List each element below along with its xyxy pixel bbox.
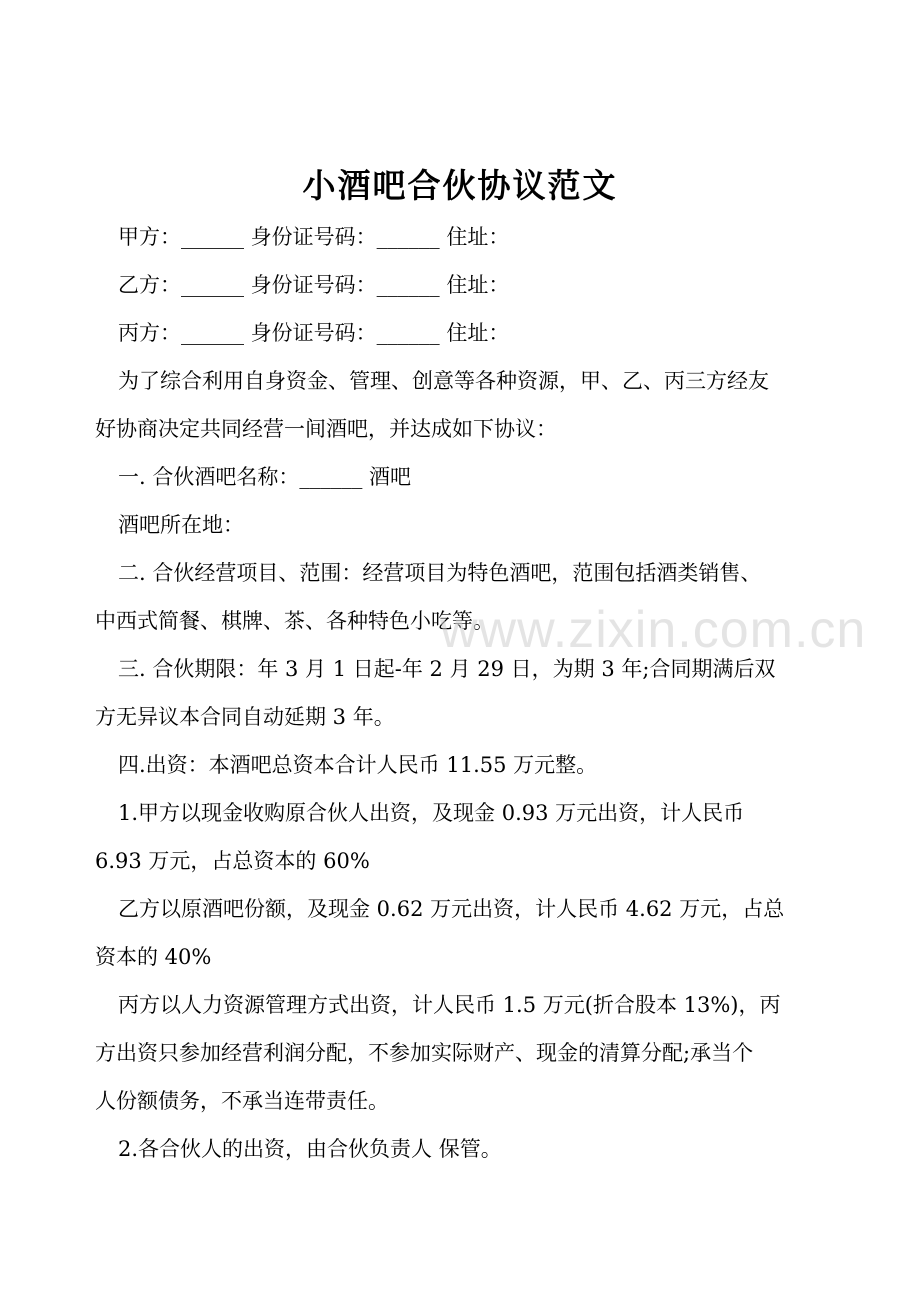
clause-3-line-1: 三. 合伙期限：年 3 月 1 日起-年 2 月 29 日，为期 3 年;合同期满后双 (118, 657, 776, 681)
party-b-contribution-line-2: 资本的 40% (95, 945, 212, 969)
document-title: 小酒吧合伙协议范文 (302, 166, 618, 205)
party-a-line: 甲方：______ 身份证号码：______ 住址： (118, 225, 510, 249)
party-c-contribution-line-3: 人份额债务，不承当连带责任。 (95, 1089, 389, 1113)
intro-paragraph-line-2: 好协商决定共同经营一间酒吧，并达成如下协议： (95, 417, 557, 441)
watermark: www.zixin.com.cn (440, 601, 867, 659)
clause-2-line-1: 二. 合伙经营项目、范围：经营项目为特色酒吧，范围包括酒类销售、 (118, 561, 762, 585)
clause-1-name: 一. 合伙酒吧名称：______ 酒吧 (118, 465, 412, 489)
clause-1-location: 酒吧所在地： (118, 513, 244, 537)
party-b-line: 乙方：______ 身份证号码：______ 住址： (118, 273, 510, 297)
party-c-contribution-line-2: 方出资只参加经营利润分配，不参加实际财产、现金的清算分配;承当个 (95, 1041, 754, 1065)
clause-2-line-2: 中西式简餐、棋牌、茶、各种特色小吃等。 (95, 609, 494, 633)
clause-4-1-line-1: 1.甲方以现金收购原合伙人出资，及现金 0.93 万元出资，计人民币 (118, 801, 745, 825)
party-c-line: 丙方：______ 身份证号码：______ 住址： (118, 321, 510, 345)
intro-paragraph-line-1: 为了综合利用自身资金、管理、创意等各种资源，甲、乙、丙三方经友 (118, 369, 769, 393)
clause-4-heading: 四.出资：本酒吧总资本合计人民币 11.55 万元整。 (118, 753, 598, 777)
party-b-contribution-line-1: 乙方以原酒吧份额，及现金 0.62 万元出资，计人民币 4.62 万元，占总 (118, 897, 785, 921)
party-c-contribution-line-1: 丙方以人力资源管理方式出资，计人民币 1.5 万元(折合股本 13%)，丙 (118, 993, 781, 1017)
clause-4-2-line: 2.各合伙人的出资，由合伙负责人 保管。 (118, 1137, 502, 1161)
clause-4-1-line-2: 6.93 万元，占总资本的 60% (95, 849, 370, 873)
clause-3-line-2: 方无异议本合同自动延期 3 年。 (95, 705, 395, 729)
